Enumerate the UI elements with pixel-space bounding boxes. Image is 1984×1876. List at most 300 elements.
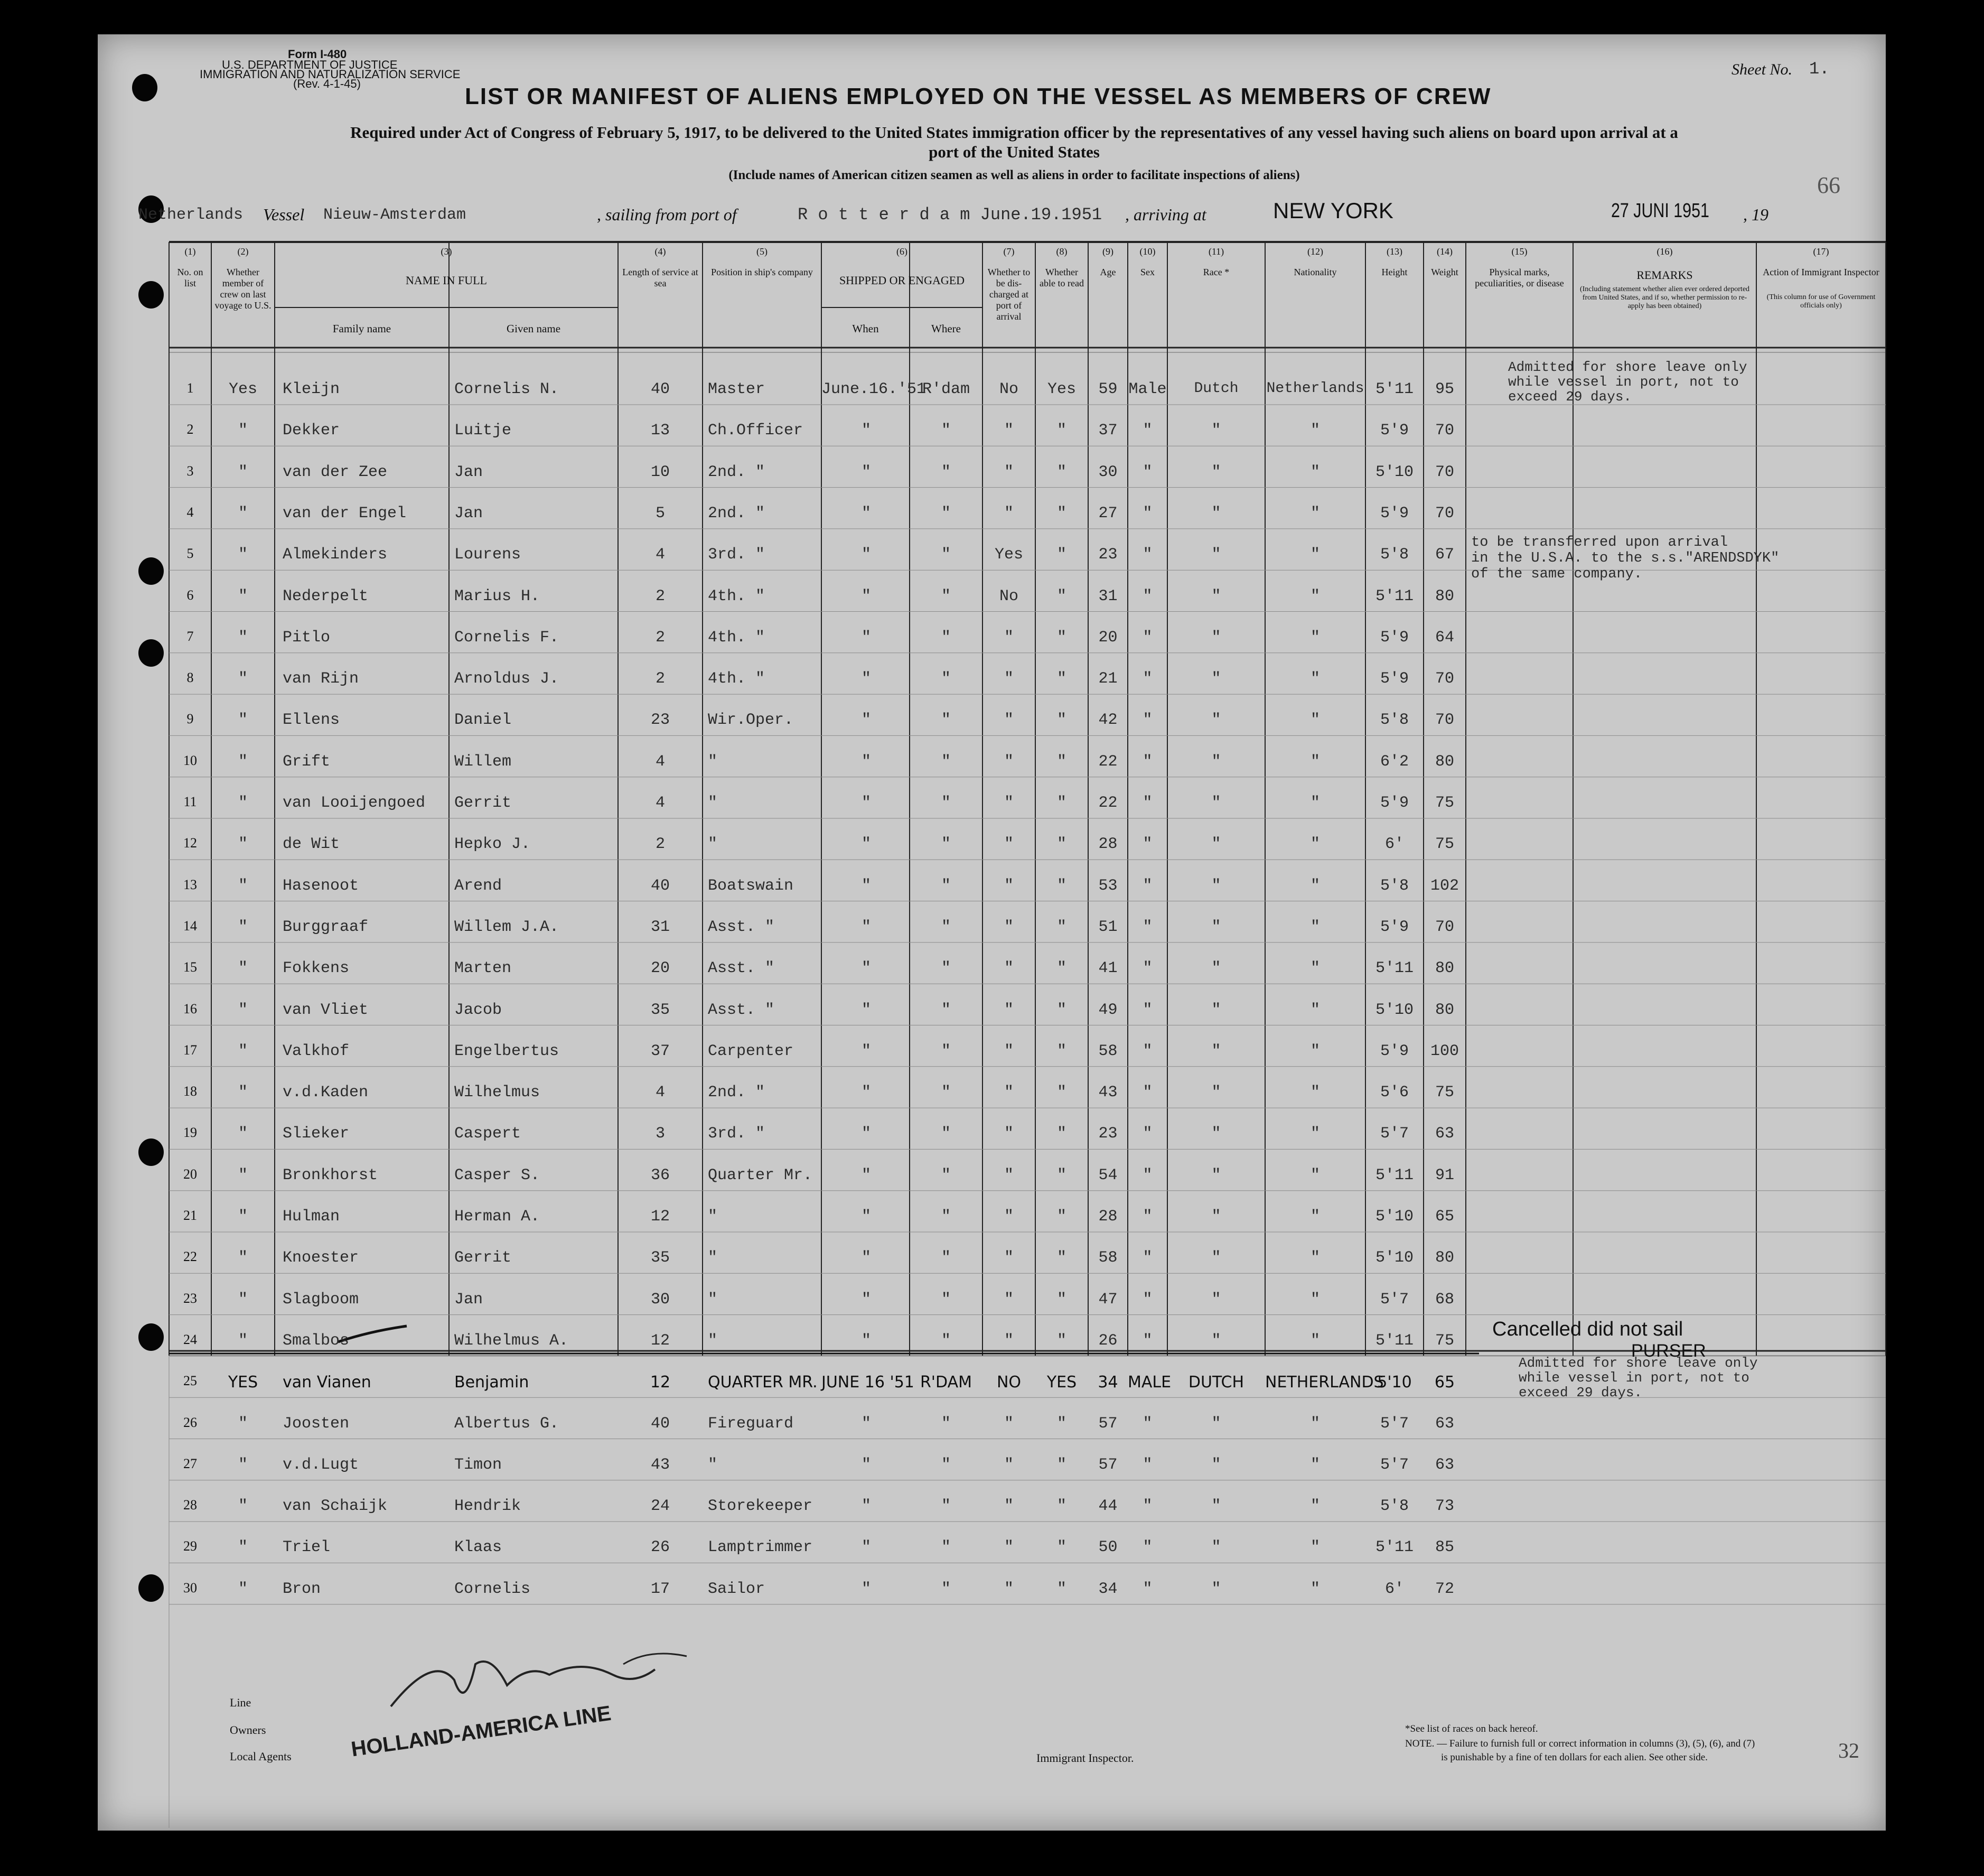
cell-crew: " (238, 1001, 248, 1019)
cell-given: Caspert (454, 1125, 521, 1143)
cell-position: Master (708, 380, 765, 398)
cell-race: " (1211, 1580, 1221, 1598)
cell-nat: " (1310, 670, 1320, 688)
cell-height: 5'9 (1380, 1042, 1409, 1060)
cell-no: 1 (186, 380, 194, 396)
cell-when: " (861, 959, 871, 978)
sheet-label: Sheet No. (1732, 61, 1792, 78)
column-header: Physical marks, peculiarities, or disease (1475, 267, 1564, 288)
cell-read: " (1056, 1580, 1066, 1598)
cell-weight: 70 (1435, 504, 1454, 522)
cell-crew: " (238, 876, 248, 895)
cell-nat: " (1310, 1497, 1320, 1516)
cell-no: 28 (183, 1497, 197, 1513)
cell-no: 15 (183, 959, 197, 975)
cell-position: Asst. " (708, 959, 775, 978)
cell-disch: " (1004, 1331, 1014, 1350)
cell-family: van Looijengoed (283, 794, 426, 812)
column-header: Position in ship's company (711, 267, 813, 277)
cell-height: 5'11 (1375, 959, 1414, 978)
cell-disch: " (1004, 1414, 1014, 1433)
local-agents-label: Local Agents (230, 1750, 292, 1763)
races-note: *See list of races on back hereof. (1405, 1723, 1538, 1734)
column-note: (Including statement whether alien ever ordered deported from United States, and if so, whether permission to re-apply has been obtained) (1579, 285, 1750, 310)
cell-height: 5'7 (1380, 1125, 1409, 1143)
cell-no: 13 (183, 876, 197, 892)
cell-age: 26 (1098, 1331, 1118, 1350)
cell-where: " (941, 1249, 951, 1267)
cell-height: 5'10 (1375, 1001, 1414, 1019)
cell-sex: " (1143, 463, 1153, 481)
cell-crew: " (238, 1455, 248, 1474)
cell-read: " (1056, 794, 1066, 812)
cell-height: 5'8 (1380, 711, 1409, 730)
cell-family: van Schaijk (283, 1497, 388, 1516)
cell-position: 4th. " (708, 587, 765, 605)
cell-disch: " (1004, 752, 1014, 771)
cell-position: " (708, 1331, 718, 1350)
cell-height: 5'8 (1380, 1497, 1409, 1516)
cell-position: 3rd. " (708, 1125, 765, 1143)
cell-height: 5'9 (1380, 794, 1409, 812)
cell-race: " (1211, 670, 1221, 688)
cell-no: 7 (186, 628, 194, 644)
cell-service: 12 (650, 1331, 670, 1350)
cell-nat: " (1310, 422, 1320, 440)
cell-age: 47 (1098, 1290, 1118, 1309)
cell-disch: " (1004, 711, 1014, 730)
cell-sex: " (1143, 1414, 1153, 1433)
cell-where: " (941, 628, 951, 647)
cell-crew: " (238, 546, 248, 564)
cell-disch: " (1004, 1538, 1014, 1557)
cell-given: Arnoldus J. (454, 670, 559, 688)
inspector-label: Immigrant Inspector. (1036, 1751, 1134, 1765)
cell-race: Dutch (1194, 380, 1239, 397)
cell-crew: " (238, 1249, 248, 1267)
cell-read: " (1056, 1042, 1066, 1060)
cell-when: " (861, 835, 871, 854)
cell-nat: " (1310, 1331, 1320, 1350)
cell-weight: 70 (1435, 670, 1454, 688)
cell-given: Cornelis N. (454, 380, 559, 398)
cell-read: " (1056, 1249, 1066, 1267)
cell-age: 30 (1098, 463, 1118, 481)
cell-when: June.16.'51 (821, 380, 927, 398)
cell-position: " (708, 1455, 718, 1474)
cell-position: 2nd. " (708, 1084, 765, 1102)
cell-when: " (861, 918, 871, 936)
cell-race: " (1211, 1497, 1221, 1516)
cell-read: " (1056, 959, 1066, 978)
cell-race: " (1211, 463, 1221, 481)
cell-nat: " (1310, 504, 1320, 522)
column-header: Whether able to read (1040, 267, 1084, 288)
cell-age: 34 (1098, 1580, 1118, 1598)
cell-disch: " (1004, 1290, 1014, 1309)
form-number: Form I-480 (288, 48, 347, 61)
cell-position: Sailor (708, 1580, 765, 1598)
cell-service: 3 (655, 1125, 665, 1143)
cell-disch: " (1004, 422, 1014, 440)
cell-disch: " (1004, 959, 1014, 978)
cell-disch: " (1004, 628, 1014, 647)
cell-family: van Vliet (283, 1001, 369, 1019)
cell-where: " (941, 1290, 951, 1309)
cell-where: " (941, 794, 951, 812)
cell-where: " (941, 422, 951, 440)
cell-when: " (861, 1538, 871, 1557)
cell-crew: " (238, 1331, 248, 1350)
cell-weight: 75 (1435, 1331, 1454, 1350)
cell-race: " (1211, 1455, 1221, 1474)
cell-read: Yes (1047, 380, 1076, 398)
cell-weight: 102 (1430, 876, 1459, 895)
cell-nat: Netherlands (1266, 380, 1364, 397)
cell-age: 44 (1098, 1497, 1118, 1516)
purser-stamp: PURSER (1631, 1341, 1706, 1361)
cell-height: 5'7 (1380, 1290, 1409, 1309)
cell-family: Nederpelt (283, 587, 369, 605)
cell-when: " (861, 1290, 871, 1309)
cell-when: " (861, 794, 871, 812)
cell-given: Timon (454, 1455, 502, 1474)
cell-sex: " (1143, 1580, 1153, 1598)
cell-where: " (941, 670, 951, 688)
cell-position: Boatswain (708, 876, 794, 895)
subtitle-note: (Include names of American citizen seamen as well as aliens in order to facilitate inspections of aliens) (728, 168, 1300, 182)
cell-height: 5'9 (1380, 422, 1409, 440)
remark-cancelled: Cancelled did not sail (1492, 1318, 1683, 1340)
cell-when: " (861, 1497, 871, 1516)
cell-service: 10 (650, 463, 670, 481)
cell-position: " (708, 752, 718, 771)
remark-row-25-days: exceed 29 days. (1519, 1385, 1643, 1401)
cell-race: " (1211, 1084, 1221, 1102)
cell-service: 43 (650, 1455, 670, 1474)
cell-race: " (1211, 504, 1221, 522)
cell-race: " (1211, 1331, 1221, 1350)
cell-race: " (1211, 422, 1221, 440)
cell-race: " (1211, 1414, 1221, 1433)
cell-age: 51 (1098, 918, 1118, 936)
cell-nat: " (1310, 918, 1320, 936)
cell-service: 4 (655, 1084, 665, 1102)
cell-service: 2 (655, 628, 665, 647)
cell-race: " (1211, 587, 1221, 605)
cell-no: 10 (183, 752, 197, 768)
cell-crew: " (238, 1580, 248, 1598)
cell-sex: " (1143, 959, 1153, 978)
cell-service: 5 (655, 504, 665, 522)
cell-race: " (1211, 876, 1221, 895)
column-number: (6) (896, 246, 907, 257)
cell-crew: " (238, 1497, 248, 1516)
cell-family: Bronkhorst (283, 1166, 378, 1184)
cell-nat: " (1310, 1455, 1320, 1474)
column-number: (8) (1056, 246, 1068, 257)
cell-nat: " (1310, 628, 1320, 647)
cell-read: " (1056, 711, 1066, 730)
cell-race: " (1211, 959, 1221, 978)
cell-sex: " (1143, 794, 1153, 812)
cell-given: Willem J.A. (454, 918, 559, 936)
cell-disch: " (1004, 1001, 1014, 1019)
column-number: (12) (1307, 246, 1323, 257)
cell-family: Knoester (283, 1249, 359, 1267)
cell-no: 21 (183, 1208, 197, 1223)
cell-no: 4 (186, 504, 194, 520)
cell-given: Hepko J. (454, 835, 531, 854)
cell-age: 28 (1098, 1208, 1118, 1226)
column-subheader: Family name (332, 322, 391, 335)
cell-when: " (861, 876, 871, 895)
cell-read: " (1056, 835, 1066, 854)
column-subheader: Where (931, 322, 961, 335)
cell-race: " (1211, 1538, 1221, 1557)
column-number: (17) (1813, 246, 1829, 257)
cell-height: 5'10 (1375, 463, 1414, 481)
remark-row-5-cont: in the U.S.A. to the s.s."ARENDSDYK" (1471, 550, 1780, 566)
cell-no: 23 (183, 1290, 197, 1306)
cell-service: 20 (650, 959, 670, 978)
cell-where: " (941, 546, 951, 564)
cell-nat: " (1310, 1001, 1320, 1019)
cell-position: " (708, 835, 718, 854)
cell-crew: " (238, 1166, 248, 1184)
cell-position: 2nd. " (708, 504, 765, 522)
cell-no: 18 (183, 1084, 197, 1099)
column-header: NAME IN FULL (406, 274, 487, 287)
cell-family: Slieker (283, 1125, 350, 1143)
line-label: Line (230, 1696, 251, 1709)
cell-when: " (861, 1166, 871, 1184)
cell-sex: " (1143, 1208, 1153, 1226)
cell-read: " (1056, 1084, 1066, 1102)
cell-weight: 75 (1435, 1084, 1454, 1102)
cell-no: 19 (183, 1125, 197, 1141)
cell-sex: " (1143, 1331, 1153, 1350)
column-number: (13) (1387, 246, 1402, 257)
remark-row-25: Admitted for shore leave only (1519, 1355, 1758, 1371)
cell-given: Wilhelmus (454, 1084, 540, 1102)
cell-when: " (861, 1042, 871, 1060)
cell-position: Asst. " (708, 1001, 775, 1019)
cell-height: 5'11 (1375, 1331, 1414, 1350)
cell-read: " (1056, 752, 1066, 771)
cell-sex: " (1143, 1166, 1153, 1184)
cell-sex: " (1143, 1538, 1153, 1557)
cell-age: 20 (1098, 628, 1118, 647)
cell-service: 31 (650, 918, 670, 936)
cell-height: 5'9 (1380, 504, 1409, 522)
cell-race: " (1211, 918, 1221, 936)
remark-row-5: to be transferred upon arrival (1471, 535, 1728, 550)
cell-age: 37 (1098, 422, 1118, 440)
cell-service: 37 (650, 1042, 670, 1060)
cell-disch: " (1004, 1042, 1014, 1060)
cell-weight: 72 (1435, 1580, 1454, 1598)
cell-age: 49 (1098, 1001, 1118, 1019)
cell-when: " (861, 711, 871, 730)
cell-service: 12 (650, 1208, 670, 1226)
column-number: (3) (441, 246, 452, 257)
cell-no: 3 (186, 463, 194, 479)
cell-sex: " (1143, 876, 1153, 895)
column-header: Action of Immigrant Inspector (1763, 267, 1879, 277)
cell-family: Hulman (283, 1208, 340, 1226)
cell-service: 17 (650, 1580, 670, 1598)
department: U.S. DEPARTMENT OF JUSTICE (222, 58, 398, 71)
cell-where: " (941, 711, 951, 730)
cell-weight: 70 (1435, 422, 1454, 440)
cell-no: 16 (183, 1001, 197, 1016)
cell-crew: " (238, 752, 248, 771)
year-label: , 19 (1743, 205, 1768, 224)
cell-where: " (941, 1001, 951, 1019)
cell-where: " (941, 835, 951, 854)
cell-where: " (941, 918, 951, 936)
cell-age: 53 (1098, 876, 1118, 895)
cell-read: " (1056, 670, 1066, 688)
cell-sex: " (1143, 1001, 1153, 1019)
cell-weight: 75 (1435, 835, 1454, 854)
cell-disch: " (1004, 1580, 1014, 1598)
column-header: Nationality (1294, 267, 1337, 277)
cell-crew: " (238, 463, 248, 481)
column-number: (14) (1437, 246, 1453, 257)
cell-no: 26 (183, 1414, 197, 1430)
cell-sex: " (1143, 711, 1153, 730)
cell-sex: MALE (1128, 1373, 1172, 1392)
cell-sex: " (1143, 422, 1153, 440)
cell-height: 5'7 (1380, 1455, 1409, 1474)
cell-age: 58 (1098, 1249, 1118, 1267)
cell-disch: " (1004, 876, 1014, 895)
cell-given: Marten (454, 959, 512, 978)
cell-sex: " (1143, 1497, 1153, 1516)
cell-crew: " (238, 794, 248, 812)
cell-weight: 70 (1435, 463, 1454, 481)
cell-family: Ellens (283, 711, 340, 730)
cell-weight: 85 (1435, 1538, 1454, 1557)
cell-read: " (1056, 587, 1066, 605)
cell-sex: " (1143, 504, 1153, 522)
cell-weight: 73 (1435, 1497, 1454, 1516)
remark-row-25-cont: while vessel in port, not to (1519, 1370, 1749, 1386)
cell-age: 31 (1098, 587, 1118, 605)
cell-family: Slagboom (283, 1290, 359, 1309)
cell-weight: 68 (1435, 1290, 1454, 1309)
vessel-name: Nieuw-Amsterdam (323, 206, 466, 224)
cell-family: v.d.Lugt (283, 1455, 359, 1474)
cell-crew: " (238, 918, 248, 936)
cell-read: " (1056, 876, 1066, 895)
cell-weight: 91 (1435, 1166, 1454, 1184)
owners-label: Owners (230, 1723, 266, 1737)
column-header: Age (1100, 267, 1116, 277)
cell-position: Lamptrimmer (708, 1538, 813, 1557)
column-header: Sex (1140, 267, 1155, 277)
corner-number: 32 (1838, 1739, 1859, 1762)
cell-given: Hendrik (454, 1497, 521, 1516)
column-subheader: Given name (506, 322, 561, 335)
cell-family: Grift (283, 752, 331, 771)
cell-age: 43 (1098, 1084, 1118, 1102)
cell-nat: " (1310, 1538, 1320, 1557)
cell-service: 40 (650, 876, 670, 895)
cell-height: 5'11 (1375, 587, 1414, 605)
cell-service: 30 (650, 1290, 670, 1309)
cell-age: 54 (1098, 1166, 1118, 1184)
cell-service: 40 (650, 1414, 670, 1433)
column-number: (16) (1657, 246, 1673, 257)
cell-crew: " (238, 670, 248, 688)
cell-sex: " (1143, 546, 1153, 564)
cell-nat: " (1310, 463, 1320, 481)
cell-crew: " (238, 504, 248, 522)
cell-disch: " (1004, 1125, 1014, 1143)
cell-race: " (1211, 835, 1221, 854)
cell-when: " (861, 1580, 871, 1598)
cell-position: 3rd. " (708, 546, 765, 564)
cell-where: " (941, 876, 951, 895)
cell-height: 5'8 (1380, 876, 1409, 895)
cell-service: 23 (650, 711, 670, 730)
cell-nat: " (1310, 1249, 1320, 1267)
cell-age: 22 (1098, 752, 1118, 771)
cell-where: R'DAM (920, 1373, 972, 1392)
cell-nat: " (1310, 587, 1320, 605)
cell-where: " (941, 1580, 951, 1598)
cell-service: 4 (655, 794, 665, 812)
cell-position: " (708, 1249, 718, 1267)
cell-given: Engelbertus (454, 1042, 559, 1060)
cell-age: 42 (1098, 711, 1118, 730)
cell-disch: " (1004, 463, 1014, 481)
cell-read: " (1056, 1497, 1066, 1516)
cell-family: Hasenoot (283, 876, 359, 895)
cell-when: " (861, 752, 871, 771)
cell-age: 27 (1098, 504, 1118, 522)
cell-nat: " (1310, 1414, 1320, 1433)
cell-disch: NO (996, 1373, 1022, 1392)
cell-given: Jan (454, 463, 483, 481)
cell-crew: " (238, 1538, 248, 1557)
cell-where: " (941, 1538, 951, 1557)
cell-when: " (861, 1125, 871, 1143)
cell-crew: " (238, 835, 248, 854)
cell-sex: " (1143, 628, 1153, 647)
cell-family: Dekker (283, 422, 340, 440)
cell-crew: " (238, 711, 248, 730)
cell-read: " (1056, 1290, 1066, 1309)
cell-height: 5'6 (1380, 1084, 1409, 1102)
cell-nat: " (1310, 835, 1320, 854)
cell-race: " (1211, 546, 1221, 564)
column-number: (7) (1003, 246, 1015, 257)
remark-row-1: Admitted for shore leave only (1508, 359, 1747, 375)
cell-read: YES (1046, 1373, 1077, 1392)
cell-age: 59 (1098, 380, 1118, 398)
cell-sex: " (1143, 1455, 1153, 1474)
cell-service: 12 (650, 1373, 671, 1392)
cell-age: 57 (1098, 1455, 1118, 1474)
cell-disch: " (1004, 1455, 1014, 1474)
cell-when: " (861, 1084, 871, 1102)
penalty-note: NOTE. — Failure to furnish full or correct information in columns (3), (5), (6), and (7) (1405, 1738, 1755, 1749)
cell-family: Fokkens (283, 959, 350, 978)
